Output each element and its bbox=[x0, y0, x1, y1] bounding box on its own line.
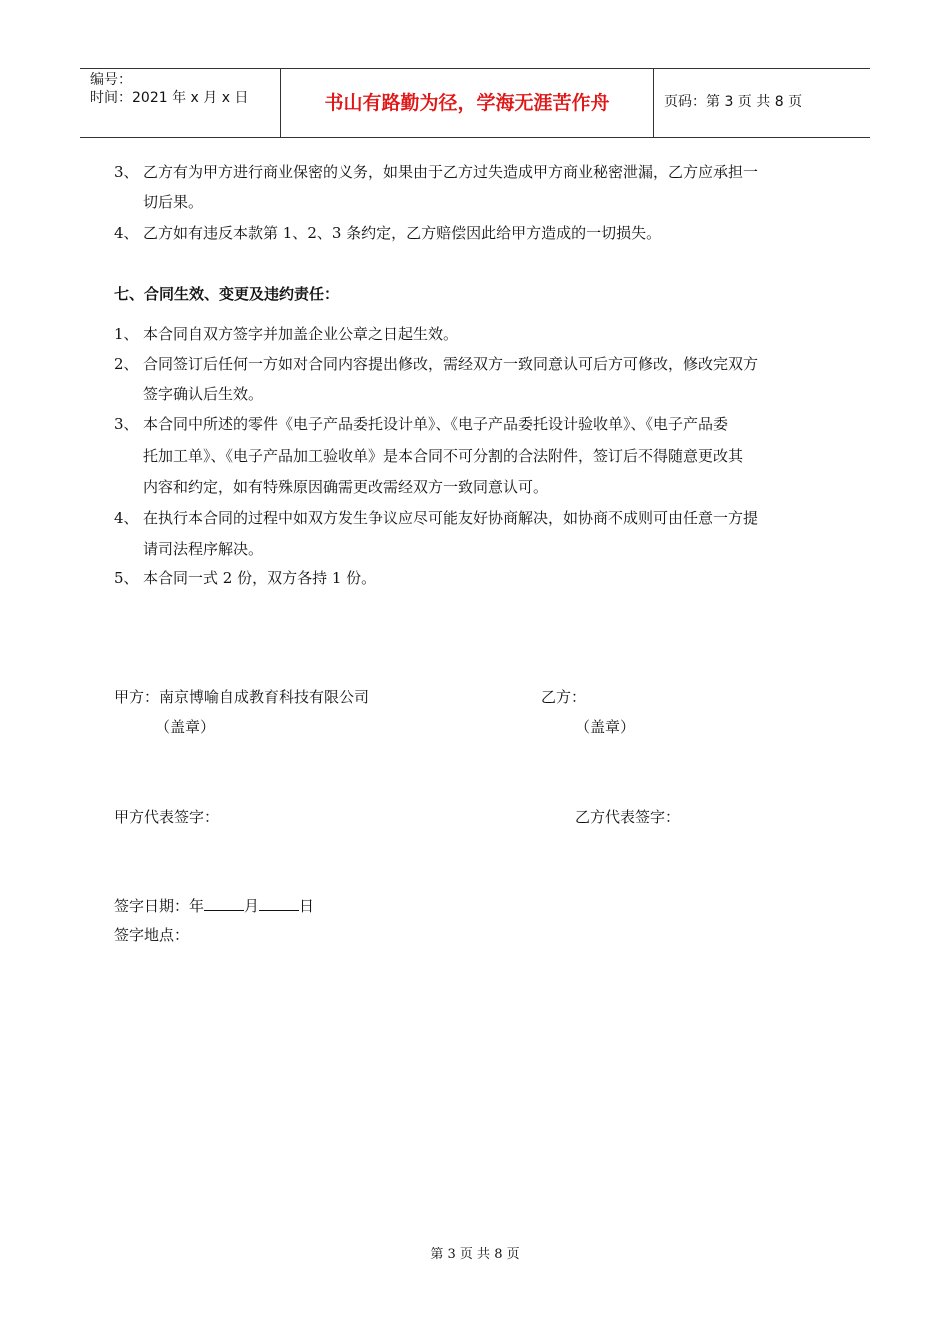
clause-text-line: 内容和约定，如有特殊原因确需更改需经双方一致同意认可。 bbox=[143, 478, 549, 496]
document-time-label: 时间：2021 年 x 月 x 日 bbox=[90, 90, 249, 106]
clause-number: 4、 bbox=[114, 224, 139, 242]
signing-date-month: 月 bbox=[244, 897, 260, 915]
clause-number: 3、 bbox=[114, 163, 139, 181]
signing-date bbox=[114, 895, 314, 917]
clause-number: 4、 bbox=[114, 509, 139, 527]
clause-text-line: 乙方如有违反本款第 1、2、3 条约定，乙方赔偿因此给甲方造成的一切损失。 bbox=[143, 224, 662, 242]
clause-text-line: 请司法程序解决。 bbox=[143, 540, 264, 558]
clause-text-line: 切后果。 bbox=[143, 193, 204, 211]
clause-number: 5、 bbox=[114, 569, 139, 587]
clause-text-line: 本合同自双方签字并加盖企业公章之日起生效。 bbox=[143, 325, 459, 343]
party-b-name: 乙方： bbox=[541, 688, 587, 706]
party-b-seal: （盖章） bbox=[575, 718, 636, 736]
party-a-representative-signature: 甲方代表签字： bbox=[114, 808, 220, 826]
party-b-representative-signature: 乙方代表签字： bbox=[575, 808, 681, 826]
clause-text-line: 托加工单》、《电子产品加工验收单》是本合同不可分割的合法附件，签订后不得随意更改其 bbox=[143, 447, 744, 465]
day-blank bbox=[259, 895, 299, 911]
signing-place: 签字地点： bbox=[114, 926, 190, 944]
clause-text-line: 签字确认后生效。 bbox=[143, 385, 264, 403]
clause-text-line: 合同签订后任何一方如对合同内容提出修改，需经双方一致同意认可后方可修改，修改完双方 bbox=[143, 355, 759, 373]
page-code: 页码：第 3 页 共 8 页 bbox=[664, 94, 803, 110]
signing-date-prefix: 签字日期：年 bbox=[114, 897, 205, 915]
clause-text-line: 本合同一式 2 份，双方各持 1 份。 bbox=[143, 569, 377, 587]
header-motto-cell bbox=[281, 69, 654, 137]
section-heading: 七、合同生效、变更及违约责任： bbox=[114, 285, 340, 303]
month-blank bbox=[204, 895, 244, 911]
clause-text-line: 在执行本合同的过程中如双方发生争议应尽可能友好协商解决，如协商不成则可由任意一方提 bbox=[143, 509, 759, 527]
header-meta-cell bbox=[80, 69, 281, 137]
page-header bbox=[80, 68, 870, 138]
motto-text: 书山有路勤为径，学海无涯苦作舟 bbox=[324, 92, 610, 114]
header-page-cell bbox=[654, 69, 870, 137]
clause-number: 1、 bbox=[114, 325, 139, 343]
clause-number: 2、 bbox=[114, 355, 139, 373]
clause-text-line: 乙方有为甲方进行商业保密的义务，如果由于乙方过失造成甲方商业秘密泄漏，乙方应承担一 bbox=[143, 163, 759, 181]
clause-text-line: 本合同中所述的零件《电子产品委托设计单》、《电子产品委托设计验收单》、《电子产品委 bbox=[143, 415, 729, 433]
party-a-name: 甲方：南京博喻自成教育科技有限公司 bbox=[114, 688, 370, 706]
clause-number: 3、 bbox=[114, 415, 139, 433]
document-number-label: 编号： bbox=[90, 72, 132, 88]
party-a-seal: （盖章） bbox=[155, 718, 216, 736]
page-footer: 第 3 页 共 8 页 bbox=[430, 1247, 520, 1262]
signing-date-day: 日 bbox=[299, 897, 315, 915]
